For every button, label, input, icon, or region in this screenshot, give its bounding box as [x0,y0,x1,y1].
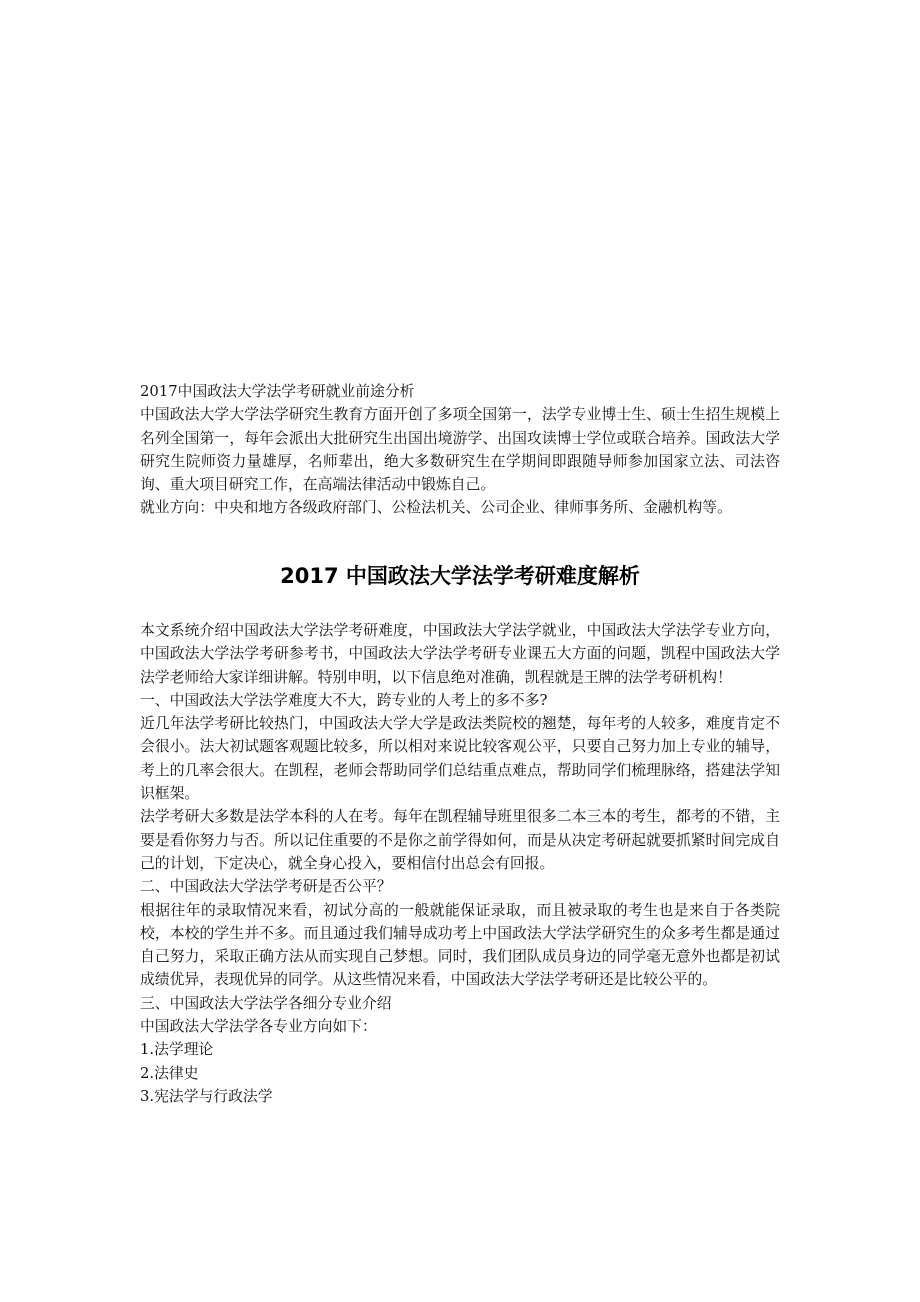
employment-section [140,380,780,520]
article-title: 2017 中国政法大学法学考研难度解析 [280,564,640,588]
article-body [140,619,780,1108]
employment-heading: 2017中国政法大学法学考研就业前途分析 [140,383,415,400]
major-item: 2.法律史 [140,1064,199,1082]
major-item: 1.法学理论 [140,1041,214,1059]
employment-directions: 就业方向：中央和地方各级政府部门、公检法机关、公司企业、律师事务所、金融机构等。 [140,499,732,517]
major-item: 3.宪法学与行政法学 [140,1087,273,1105]
employment-paragraph: 中国政法大学大学法学研究生教育方面开创了多项全国第一，法学专业博士生、硕士生招生规模上名列全国第一，每年会派出大批研究生出国出境游学、出国攻读博士学位或联合培养。国政法大学研究生院师资力量雄厚，名师辈出，绝大多数研究生在学期间即跟随导师参加国家立法、司法咨询、重大项目研究工作，在高端法律活动中锻炼自己。 [140,406,780,494]
question-2-heading: 二、中国政法大学法学考研是否公平？ [140,878,392,896]
question-1-paragraph-2: 法学考研大多数是法学本科的人在考。每年在凯程辅导班里很多二本三本的考生，都考的不错，主要是看你努力与否。所以记住重要的不是你之前学得如何，而是从决定考研起就要抓紧时间完成自己的计划，下定决心，就全身心投入，要相信付出总会有回报。 [140,808,780,872]
question-1-heading: 一、中国政法大学法学难度大不大，跨专业的人考上的多不多? [140,691,548,709]
article-intro: 本文系统介绍中国政法大学法学考研难度，中国政法大学法学就业，中国政法大学法学专业方向，中国政法大学法学考研参考书，中国政法大学法学考研专业课五大方面的问题，凯程中国政法大学法学老师给大家详细讲解。特别申明，以下信息绝对准确，凯程就是王牌的法学考研机构！ [140,622,780,686]
question-1-paragraph-1: 近几年法学考研比较热门，中国政法大学大学是政法类院校的翘楚，每年考的人较多，难度肯定不会很小。法大初试题客观题比较多，所以相对来说比较客观公平，只要自己努力加上专业的辅导，考上的几率会很大。在凯程，老师会帮助同学们总结重点难点，帮助同学们梳理脉络，搭建法学知识框架。 [140,715,780,803]
question-3-heading: 三、中国政法大学法学各细分专业介绍 [140,994,392,1012]
question-3-intro: 中国政法大学法学各专业方向如下： [140,1018,377,1036]
question-2-paragraph: 根据往年的录取情况来看，初试分高的一般就能保证录取，而且被录取的考生也是来自于各类院校，本校的学生并不多。而且通过我们辅导成功考上中国政法大学法学研究生的众多考生都是通过自己努力，采取正确方法从而实现自己梦想。同时，我们团队成员身边的同学毫无意外也都是初试成绩优异，表现优异的同学。从这些情况来看，中国政法大学法学考研还是比较公平的。 [140,901,780,989]
